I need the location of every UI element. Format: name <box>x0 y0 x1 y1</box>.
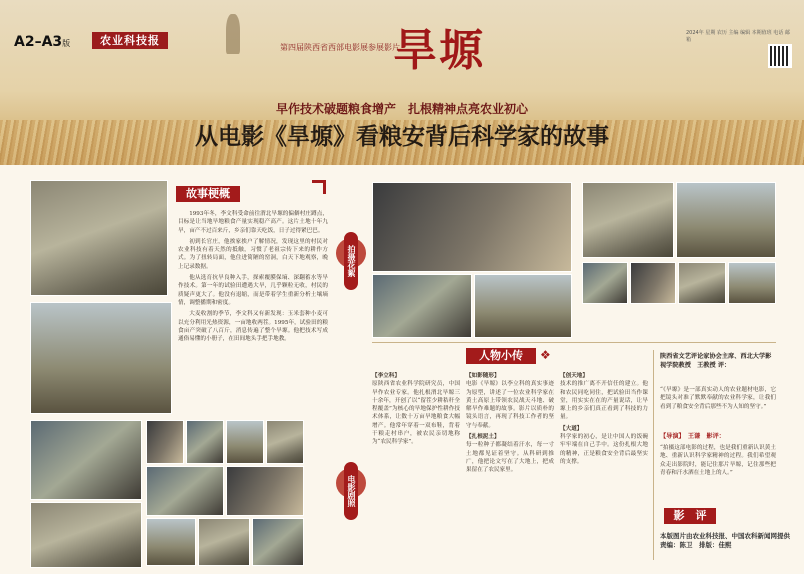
exhibit-line: 第四届陕西省西部电影展参展影片 <box>280 43 400 52</box>
headline-subtitle: 早作技术破题粮食增产 扎根精神点亮农业初心 <box>275 102 528 116</box>
still-6 <box>226 466 304 516</box>
photo-village-crowd <box>30 302 172 414</box>
tag-stills: 拍摄花絮 <box>344 232 358 290</box>
review-quote-2: “拍摄这部电影的过程，也是我们重新认识黄土地、重新认识科学家精神的过程。我们希望观众走出影院时，能记住那片旱塬，记住那些把青春和汗水洒在土地上的人。” <box>660 445 776 476</box>
section-label-story: 故事梗概 <box>176 186 240 202</box>
photo-small-1 <box>582 262 628 304</box>
qr-code-icon <box>768 44 792 68</box>
still-9 <box>252 518 304 566</box>
tag-details: 电影剧照 <box>344 462 358 520</box>
still-7 <box>146 518 196 566</box>
masthead-small: 2024年 星期 农历 主编 编辑 本期值班 电话 邮箱 <box>686 30 790 43</box>
photo-small-4 <box>728 262 776 304</box>
story-text: 1993年冬，李文科受命前往渭北旱塬的偏僻村庄蹲点，目标是让当地旱地粮食产量实现稳产高产。这片土地十年九旱，亩产不过百来斤，乡亲们靠天吃饭，日子过得紧巴巴。 初到长官庄，他挨家挨户了解情况，发现这里的村民对农业科技有着天然的抵触，习惯了老祖宗传下来的耕作方式。为了扭转局面，他住进简陋的窑洞，白天下地观察，晚上记录数据。 他从选育抗旱良种入手，探索覆膜保墒、深翻蓄水等旱作技术。第一年的试验田遭遇大旱，几乎颗粒无收，村民的质疑声更大了。他没有退缩，而是带着学生重新分析土壤墒情，调整播期和密度。 大麦收割的季节，李文科又有新发现：玉米套种小麦可以充分利用光热资源，一亩地收两茬。1995年，试验田的粮食亩产突破了八百斤，消息传遍了整个旱塬。他把技术写成通俗易懂的小册子，在田间地头手把手地教。 <box>178 211 328 343</box>
paper-banner: 农业科技报 <box>92 32 168 49</box>
photo-on-set-1 <box>372 274 472 338</box>
people-col-1: 【李立科】 原陕西省农业科学院研究员，中国旱作农业专家。他扎根渭北旱塬三十余年，开创了以“留茬少耕秸秆全程覆盖”为核心的旱地保护性耕作技术体系，让数十万亩旱地粮食大幅增产。他常年穿着一双布鞋，背着干粮走村串户，被农民亲切地称为“农民科学家”。 <box>372 373 460 446</box>
ornament-icon: ❖ <box>540 348 551 362</box>
review-author: 陕西省文艺评论家协会主席、西北大学影视学院教授 王教授 评： <box>660 353 772 369</box>
photo-small-3 <box>678 262 726 304</box>
photo-director-1 <box>582 182 674 258</box>
still-5 <box>146 466 224 516</box>
divider <box>372 342 776 343</box>
review-quote-1: “《旱塬》是一部真实动人的农业题材电影，它把镜头对准了默默奉献的农业科学家，让我们看到了粮食安全背后那些不为人知的坚守。” <box>660 387 776 410</box>
photo-group-field <box>30 502 142 568</box>
photo-on-set-2 <box>474 274 572 338</box>
people-col-3: 【创天地】 技术的推广离不开信任的建立。他和农民同吃同住，把试验田当作课堂，用实实在在的产量说话，让旱塬上的乡亲们真正看到了科技的力量。 【大道】 科学家的初心，是让中国人的饭碗牢牢端在自己手中。这份扎根大地的精神，正是粮食安全背后最坚实的支撑。 <box>560 373 648 465</box>
page-number: A2–A3版 <box>14 34 71 50</box>
corner-bracket-icon <box>312 180 326 194</box>
page-footer: 本版图片由农业科技报、中国农科新闻网提供 责编：陈卫 排版：佳熙 <box>660 532 797 549</box>
still-8 <box>198 518 250 566</box>
people-col-2: 【如影随形】 电影《旱塬》以李立科的真实事迹为原型，讲述了一位农业科学家在黄土高原上带领农民战天斗地、破解旱作难题的故事。影片以质朴的镜头语言，再现了科技工作者的坚守与奉献。 【扎根泥土】 每一粒种子都凝结着汗水，每一寸土地都见证着坚守。从科研到推广，他把论文写在了大地上，把成果留在了农民家里。 <box>466 373 554 474</box>
photo-scientist-in-field <box>30 180 168 296</box>
still-2 <box>186 420 224 464</box>
section-label-people: 人物小传 <box>466 348 536 364</box>
photo-crew-field <box>676 182 776 258</box>
photo-fieldwork <box>30 420 142 500</box>
photo-small-2 <box>630 262 676 304</box>
still-4 <box>266 420 304 464</box>
still-3 <box>226 420 264 464</box>
film-title: 旱塬 <box>393 25 485 76</box>
review-director-label: 【导演】 王谦 影评： <box>660 433 725 440</box>
still-1 <box>146 420 184 464</box>
photo-camera-crew <box>372 182 572 272</box>
divider <box>653 350 654 560</box>
tree-image <box>226 14 240 54</box>
section-label-review: 影 评 <box>664 508 716 524</box>
headline-title: 从电影《旱塬》看粮安背后科学家的故事 <box>195 124 609 150</box>
